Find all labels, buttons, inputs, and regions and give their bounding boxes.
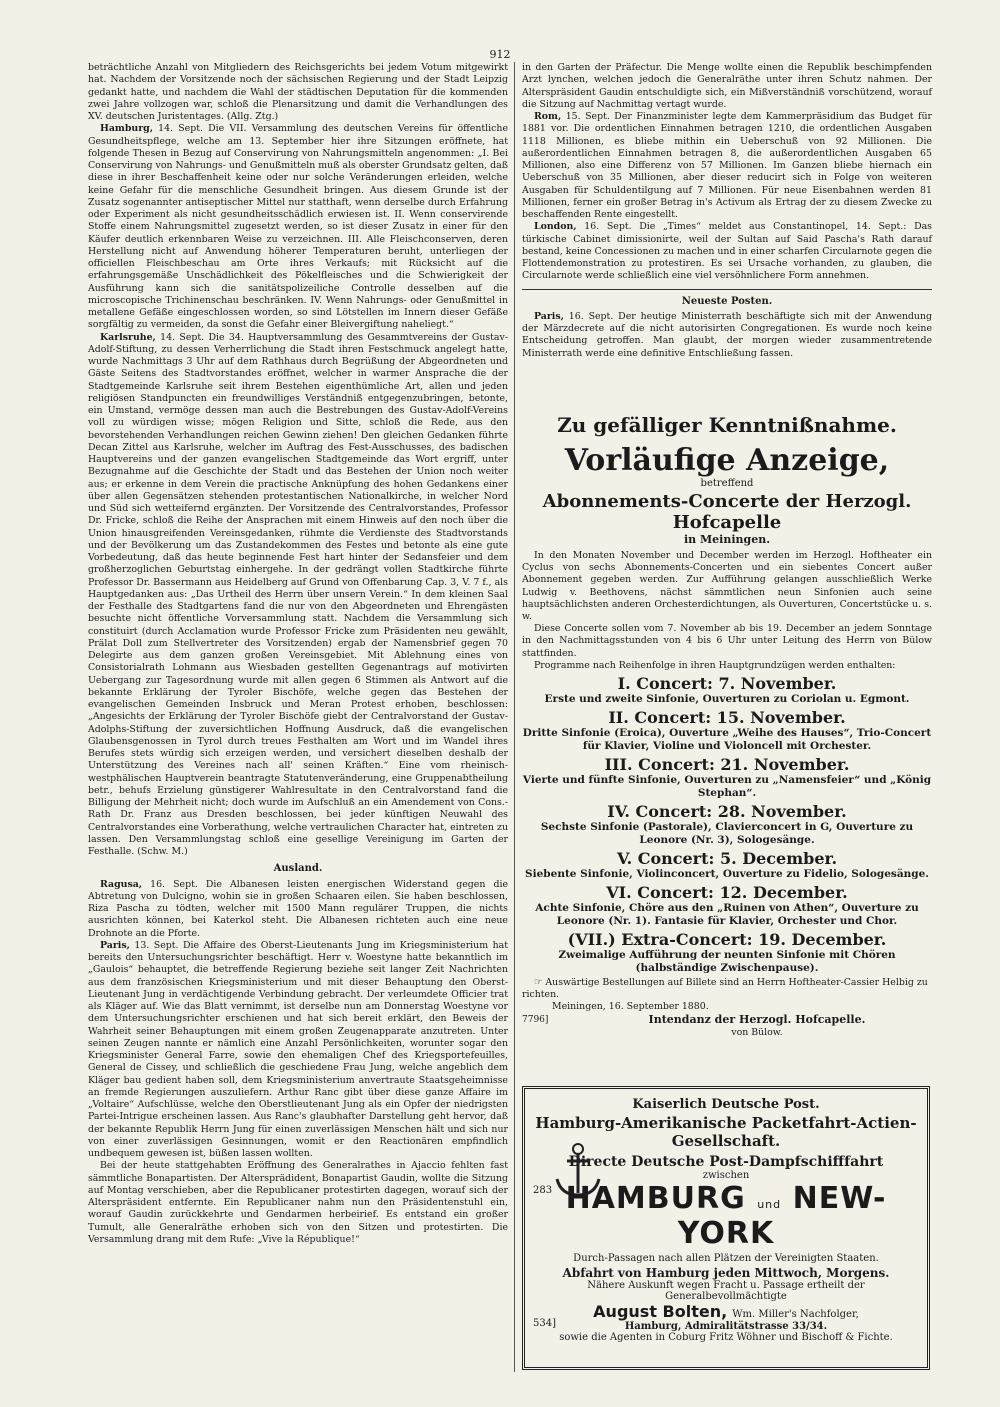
- left-article: Hamburg, 14. Sept. Die VII. Versammlung des deutschen Vereins für öffentliche Gesundheitspflege, welche am 13. September hier ihre Sitzungen eröffnete, hat folgende Thesen in Bezug auf Conservirung von Nahrungsmitteln angenommen: „I. Bei Conservirung von Nahrungs- und Genußmitteln muß als oberster Grundsatz gelten, daß diese in ihrer Beschaffenheit keine oder nur solche Veränderungen erleiden, welche keine Gefahr für die menschliche Gesundheit bringen. Aus diesem Grunde ist der Zusatz sogenannter antiseptischer Mittel nur statthaft, wenn derselbe durch Erfahrung oder Experiment als nicht gesundheitsschädlich erwiesen ist. II. Wenn conservirende Stoffe einem Nahrungsmittel zugesetzt werden, so ist dieser Zusatz in einer für den Käufer deutlich erkennbaren Weise zu verzeichnen. III. Alle Fleischconserven, deren Herstellung nicht auf Anwendung höherer Temperaturen beruht, unterliegen der officiellen Fleischbeschau am Orte ihres Verkaufs; mit Rücksicht auf die erfahrungsgemäße Unschädlichkeit des Pökelfleisches und die Schwierigkeit der Ausführung kann sich die sanitätspolizeiliche Controlle desselben auf die microscopische Trichinenschau beschränken. IV. Wenn Nahrungs- oder Genußmittel in metallene Gefäße eingeschlossen worden, so sind Lötstellen im Innern dieser Gefäße sorgfältig zu vermeiden, da sonst die Gefahr einer Bleivergiftung naheliegt.“: [88, 123, 508, 331]
- concert-heading: (VII.) Extra-Concert: 19. December.: [567, 930, 887, 950]
- notice-signer: von Bülow.: [731, 1026, 783, 1038]
- concert-program: Achte Sinfonie, Chöre aus den „Ruinen von Athen“, Ouverture zu Leonore (Nr. 1). Fantasie für Klavier, Orchester und Chor.: [535, 902, 919, 928]
- notice-heading: Zu gefälliger Kenntnißnahme.: [557, 413, 897, 437]
- ad-post-title: Kaiserlich Deutsche Post.: [632, 1097, 820, 1112]
- ad-address: Hamburg, Admiralitätstrasse 33/34.: [624, 1321, 828, 1332]
- notice-dateline: Meiningen, 16. September 1880.: [552, 1001, 709, 1013]
- left-column: [88, 62, 508, 1246]
- concert-program: Erste und zweite Sinfonie, Ouverturen zu Coriolan u. Egmont.: [544, 693, 910, 706]
- concert-program: Dritte Sinfonie (Eroica), Ouverture „Weihe des Hauses“, Trio-Concert für Klavier, Violine und Violoncell mit Orchester.: [522, 727, 932, 753]
- ad-agent: August Bolten,: [593, 1302, 728, 1321]
- column-divider: [514, 62, 515, 1372]
- left-article: beträchtliche Anzahl von Mitgliedern des Reichsgerichts bei jedem Votum mitgewirkt hat. Nachdem der Vorsitzende noch der sächsischen Regierung und der Stadt Leipzig gedankt hatte, und nachdem die Wahl der städtischen Deputation für die kommenden zwei Jahre vollzogen war, schloß die Plenarsitzung und damit die Verhandlungen des XV. deutschen Juristentages. (Allg. Ztg.): [88, 62, 508, 122]
- left-article: Karlsruhe, 14. Sept. Die 34. Hauptversammlung des Gesammtvereins der Gustav-Adolf-Stiftung, zu dessen Verherrlichung die Stadt ihren Festschmuck angelegt hatte, wurde Nachmittags 3 Uhr auf dem Rathhaus durch Begrüßung der Abgeordneten und Gäste Seitens des Stadtvorstandes eröffnet, welcher in warmer Ansprache die der Stadtgemeinde Karlsruhe seit ihrem Bestehen eigenthümliche Art, allen und jeden religiösen Standpuncten ein freundwilliges Verständniß entgegenzubringen, betonte, ein Umstand, vermöge dessen man auch die Bestrebungen des Gustav-Adolf-Vereins voll zu würdigen wisse; mögen Religion und Sitte, schloß die Rede, aus den bevorstehenden Verhandlungen reichen Gewinn ziehen! Den gleichen Gedanken führte Decan Zittel aus Karlsruhe, welcher im Auftrag des Fest-Ausschusses, des badischen Hauptvereins und der ganzen evangelischen Stadtgemeinde das Wort ergriff, unter Bezugnahme auf die Geschichte der Stadt und das Bestehen der Union noch weiter aus; er erkenne in dem Verein die practische Anknüpfung des hohen Gedankens einer über allen Gegensätzen stehenden protestantischen Nationalkirche, in welcher Nord und Süd sich wetteifernd ergänzten. Der Vorsitzende des Centralvorstandes, Professor Dr. Fricke, schloß die Reihe der Ansprachen mit einem Hinweis auf den noch über die Union hinausgreifenden Vereinsgedanken, rühmte die Verdienste des Stadtvorstands und der Bevölkerung um das Zustandekommen des Festes und betonte als eine gute Vorbedeutung, daß das heute beginnende Fest hart hinter der Sedansfeier und dem großherzoglichen Geburtstag einhergehe. In der gedrängt vollen Stadtkirche führte Professor Dr. Bassermann aus Heidelberg auf Grund von Offenbarung Cap. 3, V. 7 f., als Hauptgedanken aus: „Das Urtheil des Herrn über unsern Verein.“ In dem kleinen Saal der Festhalle des Stadtgartens fand die nur von den Abgeordneten und Ehrengästen besuchte nicht öffentliche Vorversammlung statt. Nachdem die Versammlung sich constituirt (durch Acclamation wurde Professor Fricke zum Präsidenten neu gewählt, Prälat Doll zum Stellvertreter des Vorsitzenden) ergab der Namensbrief gegen 70 Delegirte aus dem ganzen großen Vereinsgebiet. Mit Ablehnung eines von Consistorialrath Lohmann aus Wiesbaden gestellten Gegenantrags auf motivirten Uebergang zur Tagesordnung wurde mit allen gegen 6 Stimmen als Antwort auf die bekannte Erklärung der Tyroler Bischöfe, welche gegen das Bestehen der evangelischen Gemeinden Insbruck und Meran Protest erhoben, beschlossen: „Angesichts der Erklärung der Tyroler Bischöfe giebt der Centralvorstand der Gustav-Adolphs-Stiftung der zuversichtlichen Hoffnung Ausdruck, daß die evangelischen Glaubensgenossen in Tyrol durch treues Festhalten am Wort und im Wandel ihres Berufes stets würdig sich erzeigen werden, und versichert dieselben deshalb der Unterstützung des Vereines nach all' seinen Kräften.“ Eine vom rheinisch-westphälischen Hauptverein beantragte Statutenveränderung, eine Gruppenabtheilung betr., behufs Erzielung günstigerer Wahlresultate in den Centralvorstand fand die Billigung der Mehrheit nicht; doch wurde im Aufschluß an ein Amendement von Cons.-Rath Dr. Franz aus Dresden beschlossen, bei jeder künftigen Neuwahl des Centralvorstandes eine Vorberathung, welche vertraulichen Character hat, eintreten zu lassen. Den Versammlungstag schloß eine gesellige Vereinigung im Garten der Festhalle. (Schw. M.): [88, 331, 508, 857]
- concert-list: [522, 675, 932, 975]
- article-dateline: London,: [534, 221, 577, 233]
- notice-signature: Intendanz der Herzogl. Hofcapelle.: [648, 1012, 866, 1026]
- article-dateline: Paris,: [534, 310, 564, 322]
- right-article: in den Garten der Präfectur. Die Menge wollte einen die Republik beschimpfenden Arzt lynchen, welchen jedoch die Generalräthe unter ihren Schutz nahmen. Der Alterspräsident Gaudin entschuldigte sich, ein Mißverständniß vorschützend, worauf die Sitzung auf Nachmittag vertagt wurde.: [522, 62, 932, 110]
- article-dateline: Paris,: [100, 939, 130, 951]
- notice-intro: In den Monaten November und December werden im Herzogl. Hoftheater ein Cyclus von sechs Abonnements-Concerten und ein siebentes Concert außer Abonnement gegeben werden. Zur Aufführung gelangen ausschließlich Werke Ludwig v. Beethovens, nächst sämmtlichen neun Sinfonien auch seine hauptsächlichsten anderen Orchesterdichtungen, als Ouverturen, Concertstücke u. s. w.: [522, 550, 932, 623]
- ad-passages: Durch-Passagen nach allen Plätzen der Vereinigten Staaten.: [573, 1253, 879, 1264]
- concert-heading: VI. Concert: 12. December.: [606, 883, 848, 903]
- ad-number: 283: [533, 1185, 553, 1196]
- ad-departure: Abfahrt von Hamburg jeden Mittwoch, Morgens.: [562, 1266, 890, 1280]
- concert-program: Zweimalige Aufführung der neunten Sinfonie mit Chören (halbständige Zwischenpause).: [558, 949, 896, 975]
- ad-company: Hamburg-Amerikanische Packetfahrt-Actien-Gesellschaft.: [535, 1114, 917, 1150]
- left-article: Paris, 13. Sept. Die Affaire des Oberst-Lieutenants Jung im Kriegsministerium hat bereits den Untersuchungsrichter beschäftigt. Herr v. Woestyne hatte bekanntlich im „Gaulois“ behauptet, die betreffende Regierung beziehe seit langer Zeit Nachrichten aus dem französischen Kriegsministerium und mit dieser Behauptung den Oberst-Lieutenant Jung in verdächtigende Verbindung gebracht. Der verleumdete Officier trat als Kläger auf. Wie das Blatt vernimmt, ist derselbe nun am Donnerstag Woestyne vor dem Untersuchungsrichter erschienen und hat sich bereit erklärt, den Beweis der Wahrheit seiner Behauptungen mit einem großen Zeugenapparate anzutreten. Unter seinen Zeugen nannte er nämlich eine Anzahl Persönlichkeiten, worunter sogar den Kriegsminister General Farre, sowie den ehemaligen Chef des Kriegsportefeuilles, General de Cissey, und schließlich die geschiedene Frau Jung, welche angeblich dem Kläger bau gedient haben soll, dem Kriegsministerium anvertraute Staatsgeheimnisse an fremde Regierungen auszuliefern. Arthur Ranc gibt über diese ganze Affaire im „Voltaire“ Aufschlüsse, welche den Oberstlieutenant Jung als ein Opfer der niedrigsten Partei-Intrigue erscheinen lassen. Aus Ranc's glaubhafter Darstellung geht hervor, daß der bekannte Republik Herrn Jung für einen zuverlässigen Menschen hält und sich nur von einer zuverlässigen Gesinnungen, womit er den Reactionären empfindlich undbequem gewesen ist, büßen lassen wollten.: [88, 939, 508, 1159]
- article-dateline: Rom,: [534, 111, 562, 122]
- ad-und: und: [757, 1198, 782, 1211]
- ad-route: [533, 1181, 919, 1251]
- left-article: Ragusa, 16. Sept. Die Albanesen leisten energischen Widerstand gegen die Abtretung von Dulcigno, wohin sie in großen Schaaren eilen. Sie haben beschlossen, Riza Pascha zu tödten, welcher mit 1500 Mann regulärer Truppen, die nichts ausrichten können, bei Katerkol steht. Die Albanesen richteten auch eine neue Drohnote an die Pforte.: [88, 878, 508, 939]
- left-article: Bei der heute stattgehabten Eröffnung des Generalrathes in Ajaccio fehlten fast sämmtliche Bonapartisten. Der Altersprädident, Bonapartist Gaudin, wollte die Sitzung auf Montag verschieben, aber die Republicaner protestirten dagegen, worauf sich der Alterspräsident entfernte. Ein Republicaner nahm nun den Präsidentenstuhl ein, worauf Gaudin zurückkehrte und Gendarmen herbeirief. Es entstand ein großer Tumult, alle Generalräthe erhoben sich von den Sitzen und protestirten. Die Versammlung drang mit dem Rufe: „Vive la République!“: [88, 1160, 508, 1245]
- notice-intro3: Programme nach Reihenfolge in ihren Hauptgrundzügen werden enthalten:: [534, 659, 896, 671]
- ad-ref: 534]: [533, 1318, 556, 1329]
- right-article: Rom, 15. Sept. Der Finanzminister legte dem Kammerpräsidium das Budget für 1881 vor. Die ordentlichen Einnahmen betragen 1210, die ordentlichen Ausgaben 1118 Millionen, es bliebe mithin ein Ueberschuß von 92 Millionen. Die außerordentlichen Einnahmen betragen 8, die außerordentlichen Ausgaben 65 Millionen, also eine Differenz von 57 Millionen. Im Ganzen bliebe hiernach ein Ueberschuß von 35 Millionen, aber dieser reducirt sich in Folge von weiteren Ausgaben für Schuldentilgung auf 7 Millionen. Für neue Eisenbahnen werden 81 Millionen, ferner ein großer Betrag in's Activum als Ertrag der zu diesem Zwecke zu beschaffenden Rente eingestellt.: [522, 111, 932, 220]
- ad-city-2: NEW-YORK: [677, 1181, 887, 1251]
- rule: [522, 289, 932, 290]
- notice-body: [522, 550, 932, 672]
- article-dateline: Hamburg,: [100, 123, 153, 135]
- shipping-advertisement: [522, 1086, 930, 1370]
- concert-heading: I. Concert: 7. November.: [617, 674, 837, 694]
- concert-program: Siebente Sinfonie, Violinconcert, Ouverture zu Fidelio, Sologesänge.: [525, 868, 929, 881]
- latest-article: Paris, 16. Sept. Der heutige Ministerrath beschäftigte sich mit der Anwendung der Märzdecrete auf die nicht autorisirten Congregationen. Es wurde noch keine Entscheidung getroffen. Man glaubt, der morgen wieder zusammentretende Ministerrath werde eine definitive Entschließung fassen.: [522, 310, 932, 359]
- concert-heading: IV. Concert: 28. November.: [607, 802, 847, 822]
- article-dateline: Ragusa,: [100, 878, 143, 890]
- concert-notice: [522, 413, 932, 1039]
- ad-info: Nähere Auskunft wegen Fracht u. Passage ertheilt der Generalbevollmächtigte: [587, 1280, 865, 1302]
- notice-subject: Abonnements-Concerte der Herzogl. Hofcapelle: [542, 491, 912, 533]
- ad-agents: sowie die Agenten in Coburg Fritz Wöhner und Bischoff & Fichte.: [559, 1332, 893, 1343]
- notice-intro2: Diese Concerte sollen vom 7. November ab bis 19. December an jedem Sonntage in den Nachmittagsstunden von 4 bis 6 Uhr unter Leitung des Herrn von Bülow stattfinden.: [522, 623, 932, 659]
- concert-program: Vierte und fünfte Sinfonie, Ouverturen zu „Namensfeier“ und „König Stephan“.: [522, 774, 932, 800]
- notice-orders: ☞ Auswärtige Bestellungen auf Billete sind an Herrn Hoftheater-Cassier Helbig zu richten.: [522, 977, 928, 1001]
- article-dateline: Karlsruhe,: [100, 331, 156, 343]
- latest-news-title: Neueste Posten.: [681, 295, 773, 307]
- ad-zwischen: zwischen: [702, 1170, 750, 1181]
- concert-heading: II. Concert: 15. November.: [608, 708, 846, 728]
- notice-title: Vorläufige Anzeige,: [564, 443, 890, 478]
- right-column-top: [522, 62, 932, 360]
- concert-heading: III. Concert: 21. November.: [604, 755, 850, 775]
- page-number: 912: [489, 48, 511, 61]
- ad-service: Directe Deutsche Post-Dampfschifffahrt: [568, 1154, 884, 1170]
- notice-footer: [522, 977, 932, 1039]
- notice-betreffend: betreffend: [700, 478, 754, 489]
- right-article: London, 16. Sept. Die „Times“ meldet aus Constantinopel, 14. Sept.: Das türkische Cabinet dimissionirte, weil der Sultan auf Said Pascha's Rath darauf bestand, keine Concessionen zu machen und in einer scharfen Circularnote gegen die Flottendemonstration zu protestiren. Es sei Ursache vorhanden, zu glauben, die Circularnote werde schließlich eine viel versöhnlichere Form annehmen.: [522, 221, 932, 282]
- concert-program: Sechste Sinfonie (Pastorale), Clavierconcert in G, Ouverture zu Leonore (Nr. 3), Sologesänge.: [540, 821, 914, 847]
- notice-ref: 7796]: [522, 1014, 549, 1025]
- section-title: Ausland.: [273, 863, 323, 875]
- notice-place: in Meiningen.: [683, 533, 771, 546]
- ad-agent-successor: Wm. Miller's Nachfolger,: [732, 1309, 859, 1320]
- ad-city-1: HAMBURG: [565, 1181, 746, 1216]
- concert-heading: V. Concert: 5. December.: [616, 849, 838, 869]
